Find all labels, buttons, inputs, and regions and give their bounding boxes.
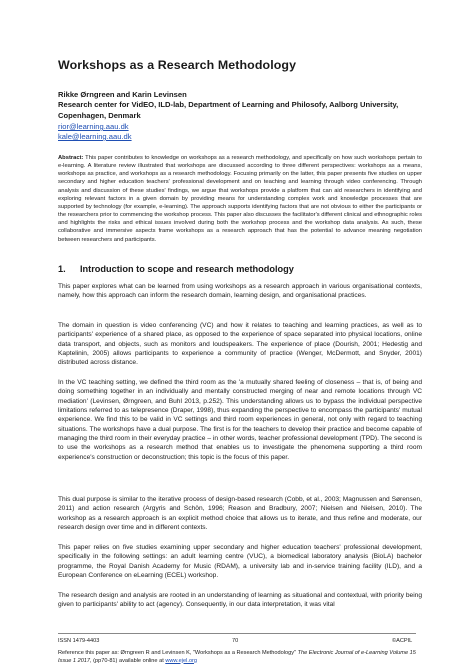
journal-url-link[interactable]: www.ejel.org — [165, 657, 198, 664]
abstract — [58, 154, 422, 244]
email-link-2[interactable]: kale@learning.aau.dk — [58, 132, 132, 141]
paragraph: This dual purpose is similar to the iterative process of design-based research (Cobb, et al., 2003; Magnussen and Sørensen, 2011) and action research (Argyris and Schön, 1996; Reason and Bradbury, 2007; Nielsen and Nielsen, 2010). The workshop as a research approach is an explicit method choice that allows us to iterate, and thus refine and moderate, our research design over time and in different contexts. — [58, 496, 422, 532]
email-link-1[interactable]: rior@learning.aau.dk — [58, 122, 129, 131]
section-title: Introduction to scope and research methodology — [80, 264, 294, 274]
authors: Rikke Ørngreen and Karin Levinsen — [58, 90, 187, 99]
affiliation: Research center for VidEO, ILD-lab, Department of Learning and Philosofy, Aalborg University, Copenhagen, Denmark — [58, 100, 399, 120]
paragraph: In the VC teaching setting, we defined the third room as the 'a mutually shared feeling of closeness – that is, of being and doing something together in an individually and mentally constructed merging of near and remote locations through VC mediation' (Levinsen, Ørngreen, and Buhl 2013, p.252). This understanding allows us to bypass the individual perspective limitations referred to as telepresence (Draper, 1998), thus expanding the perspective to encompass the participants' mutual experience. We find this to be valid in VC settings and third room experiences in general, not only with regard to teaching situations. The workshops have a dual purpose. The first is for the teachers to develop their practice and become capable of managing the third room in their everyday practice – in other words, teacher professional development (TPD). The second is to use the workshops as a research method that enables us to investigate the phenomena supporting a third room experience's construction or deconstruction; this topic is the focus of this paper. — [58, 379, 422, 461]
paragraph: The domain in question is video conferencing (VC) and how it relates to teaching and learning practices, as well as to participants' experience of a shared place, as opposed to the experience of space separated into physical locations, online data transport, and objects, such as monitors and loudspeakers. The experience of place (Dourish, 2001; Hedestig and Kaptelinin, 2005) allows participants to experience a community of practice (Wenger, McDermott, and Snyder, 2001) distributed across distance. — [58, 322, 422, 367]
reference-citation — [58, 650, 420, 665]
abstract-text: This paper contributes to knowledge on workshops as a research methodology, and specifically on how such workshops pertain to e-learning. A literature review illustrated that workshops are discussed according to three different perspectives: workshops as a means, workshops as practice, and workshops as a research methodology. Focusing primarily on the latter, this paper presents five studies on upper secondary and higher education teachers' professional development and on teaching and learning through video conferencing. Through analysis and discussion of these studies' findings, we argue that workshops provide a platform that can aid researchers in identifying and exploring relevant factors in a given domain by providing means for understanding complex work and knowledge processes that are supported by technology (for example, e-learning). The approach supports identifying factors that are not obvious to either the participants or the researchers prior to commencing the workshop process. This paper also discusses the facilitator's different clinical and ethnographic roles and highlights the risks and ethical issues involved during both the workshop process and the workshop data analysis. As such, these collaborative and immersive aspects frame workshops as a research approach that has the potential to advance meaning negotiation between researchers and participants. — [58, 155, 422, 243]
paper-title: Workshops as a Research Methodology — [58, 58, 297, 72]
paragraph: This paper relies on five studies examining upper secondary and higher education teachers' professional development, specifically in the following settings: an adult learning centre (VUC), a biomedical laboratory analysis (BioLA) bachelor programme, the Royal Danish Academy for Music (RDAM), a university lab and in-service training facility (ILD), and a European Conference on eLearning (ECEL) workshop. — [58, 544, 422, 580]
reference-pages: (pp70-81) available online at — [93, 657, 164, 664]
footer-copyright: ©ACPIL — [392, 638, 413, 644]
paragraph: This paper explores what can be learned from using workshops as a research approach in various organisational contexts, namely, how this approach can inform the research domain, learning design, and organisational practices. — [58, 283, 422, 300]
abstract-label: Abstract: — [58, 155, 84, 161]
footer-divider — [58, 633, 416, 634]
section-heading — [58, 264, 294, 274]
paragraph: The research design and analysis are rooted in an understanding of learning as situational and contextual, with priority being given to participants' ability to act (agency). Consequently, in our data interpretation, it was vital — [58, 592, 422, 609]
reference-prefix: Reference this paper as: Ørngreen R and Levinsen K, "Workshops as a Research Methodology" — [58, 650, 297, 656]
reference-journal: The Electronic Journal of e-Learning Volume 15 Issue 1 2017, — [58, 650, 416, 664]
page-number: 70 — [232, 638, 239, 644]
footer-issn: ISSN 1479-4403 — [58, 638, 100, 644]
section-number: 1. — [58, 264, 66, 274]
